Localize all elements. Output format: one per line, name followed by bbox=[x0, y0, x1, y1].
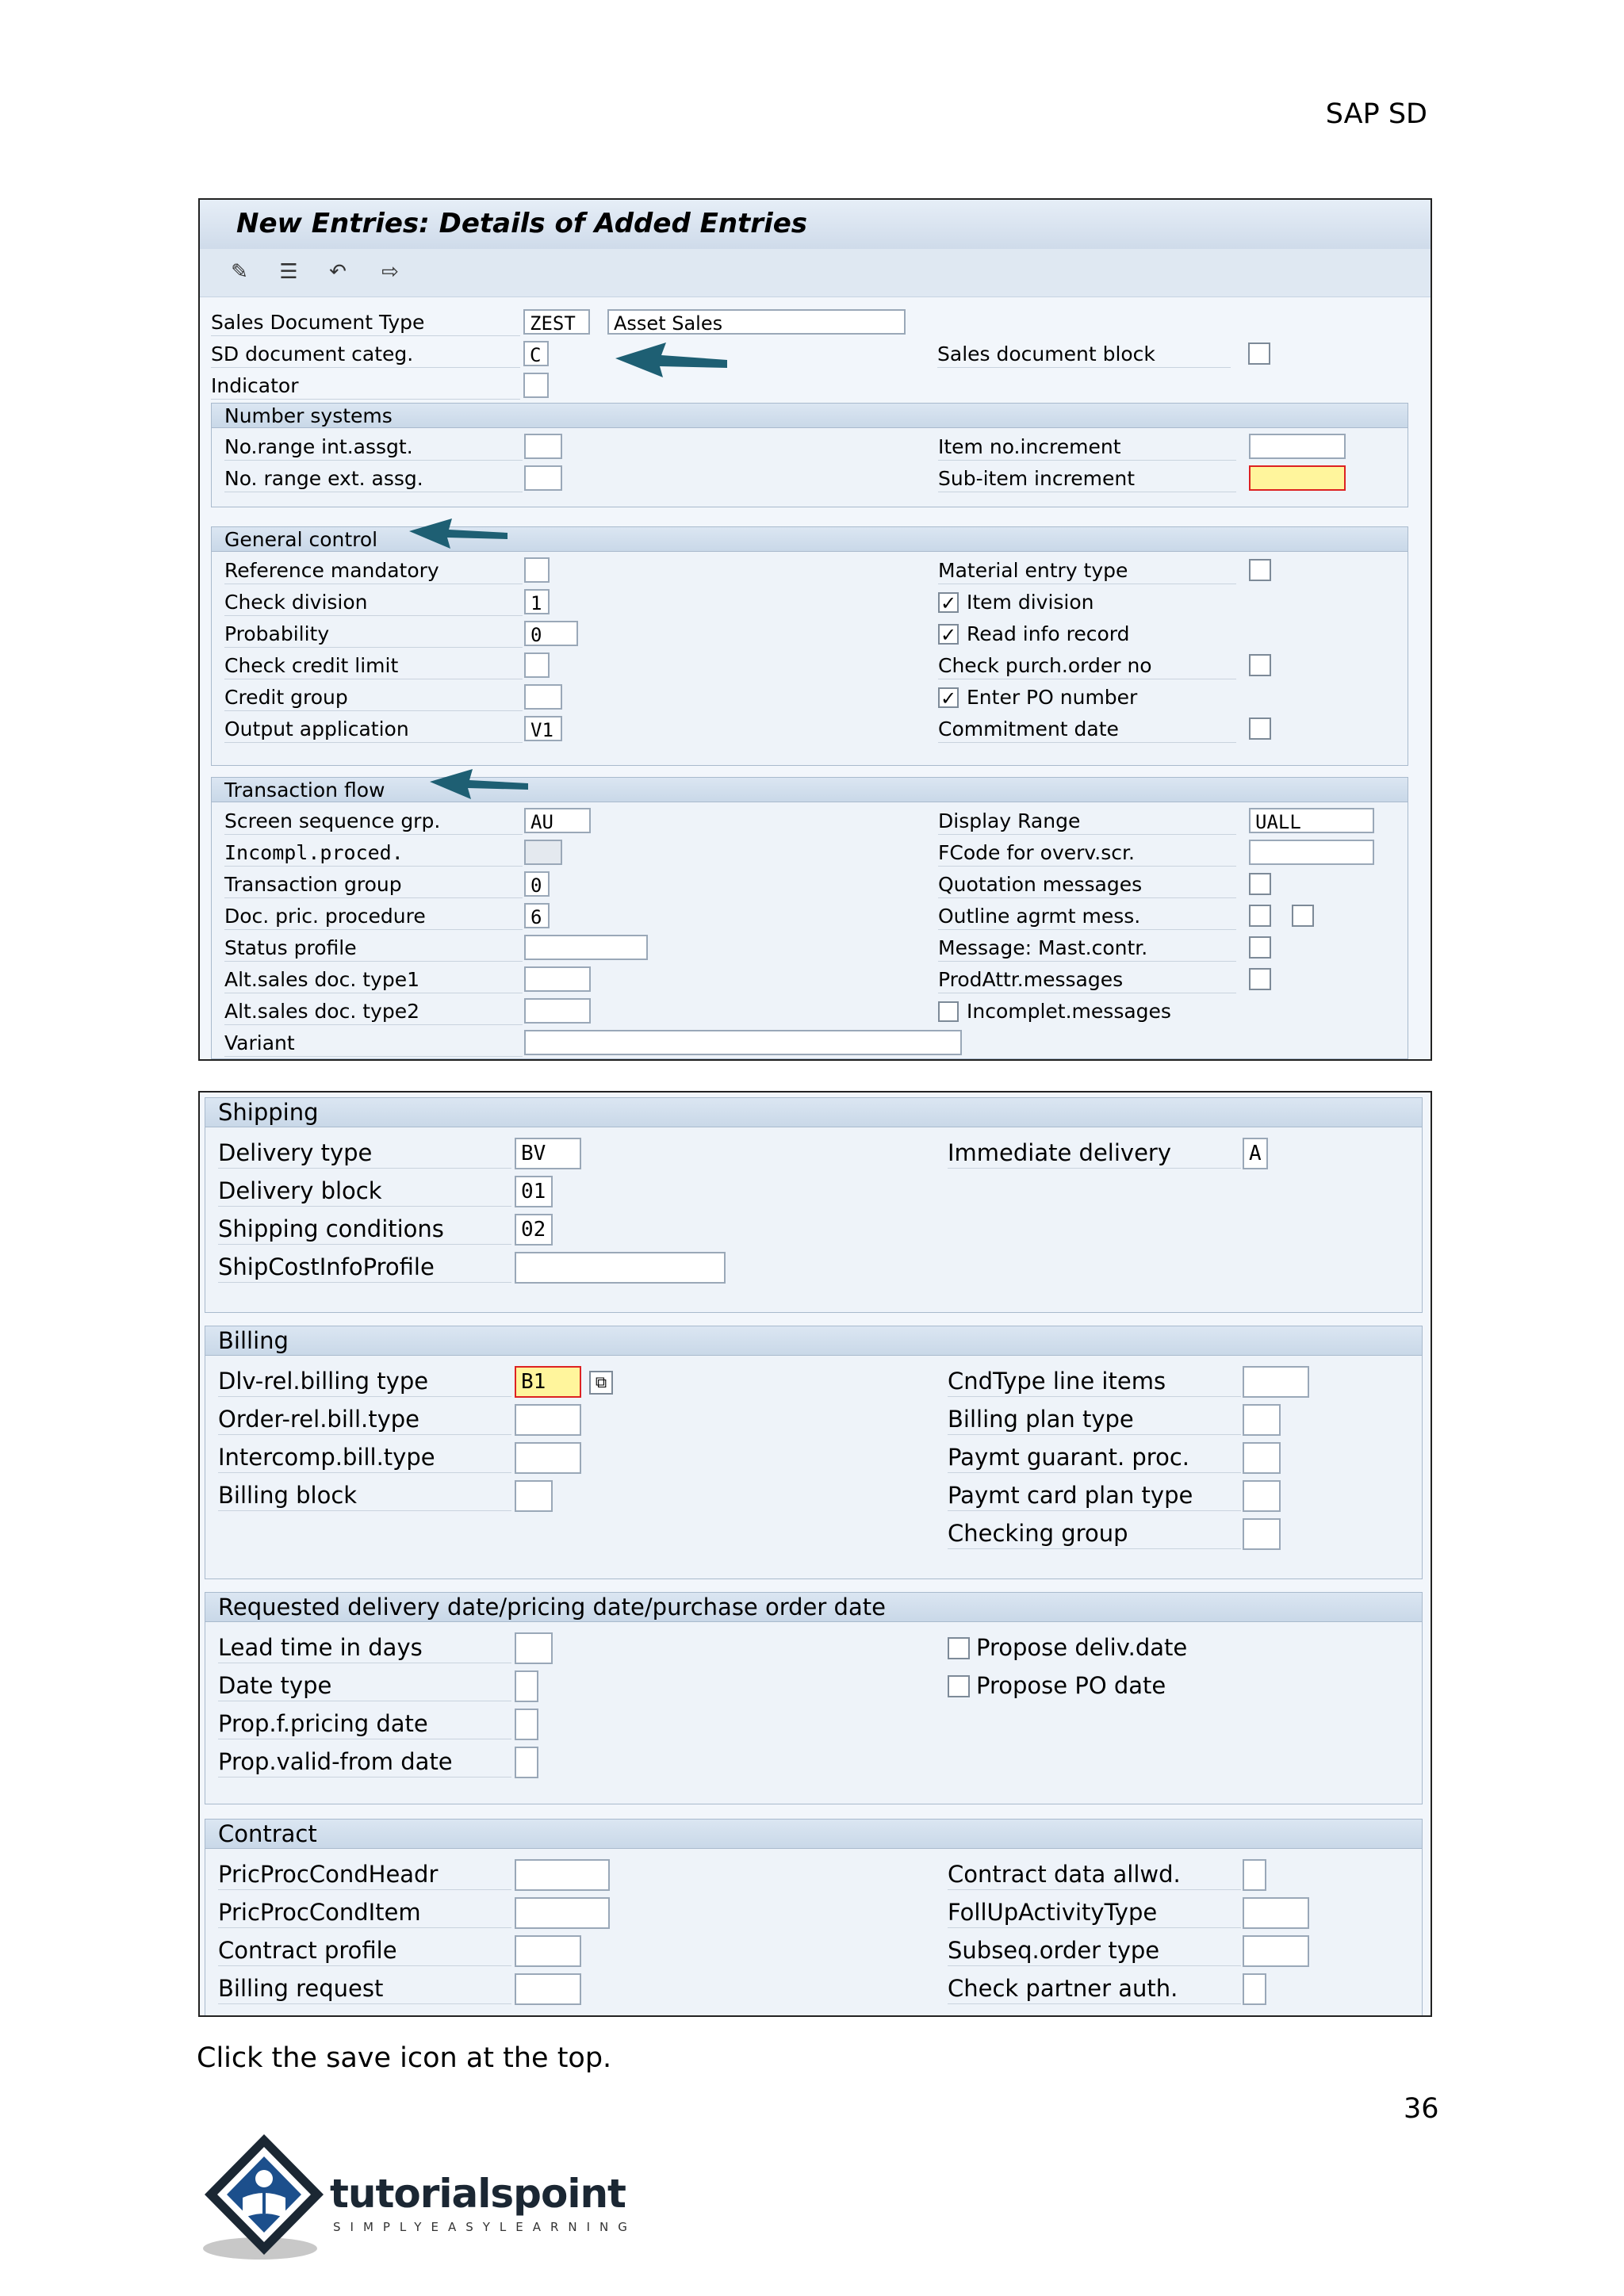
sales-doc-type-desc: Asset Sales bbox=[607, 309, 906, 335]
group-general-control bbox=[211, 526, 1408, 766]
alt-type1-field[interactable] bbox=[524, 966, 591, 992]
billing-request-field[interactable] bbox=[515, 1973, 581, 2005]
group-header bbox=[205, 1593, 1422, 1622]
label-paymt-card: Paymt card plan type bbox=[948, 1482, 1241, 1511]
group-contract bbox=[205, 1819, 1423, 2017]
prodattr-checkbox[interactable] bbox=[1249, 968, 1271, 990]
label-prop-pricing: Prop.f.pricing date bbox=[218, 1710, 511, 1739]
label-item-no-incr: Item no.increment bbox=[938, 435, 1236, 461]
search-help-icon[interactable]: ⧉ bbox=[589, 1371, 613, 1395]
sales-doc-type-field[interactable]: ZEST bbox=[523, 309, 590, 335]
label-trans-group: Transaction group bbox=[224, 873, 523, 898]
group-header bbox=[205, 1820, 1422, 1849]
label-fcode: FCode for overv.scr. bbox=[938, 841, 1236, 867]
export-icon[interactable]: ⇨ bbox=[381, 260, 399, 284]
group-transaction-flow bbox=[211, 777, 1408, 1059]
variant-field[interactable] bbox=[524, 1030, 962, 1055]
label-billing-block: Billing block bbox=[218, 1482, 511, 1511]
no-range-int-field[interactable] bbox=[524, 434, 562, 459]
pointer-arrow-icon bbox=[408, 517, 511, 557]
label-sd-doc-categ: SD document categ. bbox=[211, 342, 520, 368]
display-range-field[interactable]: UALL bbox=[1249, 808, 1374, 833]
check-partner-field[interactable] bbox=[1243, 1973, 1266, 2005]
group-header bbox=[212, 778, 1408, 802]
label-variant: Variant bbox=[224, 1031, 523, 1057]
group-title: General control bbox=[224, 528, 378, 551]
lead-time-field[interactable] bbox=[515, 1632, 553, 1664]
label-dlv-billing: Dlv-rel.billing type bbox=[218, 1368, 511, 1397]
logo-text: tutorialspoint bbox=[330, 2171, 626, 2217]
label-immediate: Immediate delivery bbox=[948, 1139, 1241, 1169]
check-credit-field[interactable] bbox=[524, 652, 550, 678]
label-output-app: Output application bbox=[224, 718, 523, 743]
label-sales-doc-type: Sales Document Type bbox=[211, 311, 520, 336]
label-display-range: Display Range bbox=[938, 809, 1236, 835]
label-outline: Outline agrmt mess. bbox=[938, 905, 1236, 930]
title-bar bbox=[200, 200, 1431, 250]
label-commitment: Commitment date bbox=[938, 718, 1236, 743]
probability-field[interactable]: 0 bbox=[524, 621, 578, 646]
prop-valid-field[interactable] bbox=[515, 1747, 538, 1778]
group-title: Number systems bbox=[224, 404, 393, 427]
pointer-arrow-icon bbox=[612, 339, 731, 387]
label-no-range-int: No.range int.assgt. bbox=[224, 435, 523, 461]
label-screen-seq: Screen sequence grp. bbox=[224, 809, 523, 835]
mast-contr-checkbox[interactable] bbox=[1249, 936, 1271, 959]
subseq-field[interactable] bbox=[1243, 1935, 1309, 1967]
output-app-field[interactable]: V1 bbox=[524, 716, 562, 741]
label-probability: Probability bbox=[224, 622, 523, 648]
read-info-checkbox[interactable]: ✓ bbox=[938, 624, 959, 645]
group-title: Shipping bbox=[218, 1099, 319, 1126]
indicator-field[interactable] bbox=[523, 373, 549, 398]
fcode-field[interactable] bbox=[1249, 840, 1374, 865]
subitem-incr-field[interactable] bbox=[1249, 465, 1346, 491]
label-billing-plan: Billing plan type bbox=[948, 1406, 1241, 1435]
sd-doc-categ-field[interactable]: C bbox=[523, 341, 549, 366]
shipcost-field[interactable] bbox=[515, 1252, 726, 1284]
group-requested-delivery bbox=[205, 1592, 1423, 1804]
group-header bbox=[212, 404, 1408, 428]
label-item-division: Item division bbox=[967, 591, 1094, 614]
label-billing-request: Billing request bbox=[218, 1975, 511, 2004]
doc-pric-field[interactable]: 6 bbox=[524, 903, 550, 928]
label-no-range-ext: No. range ext. assg. bbox=[224, 467, 523, 492]
label-doc-pric: Doc. pric. procedure bbox=[224, 905, 523, 930]
label-order-bill: Order-rel.bill.type bbox=[218, 1406, 511, 1435]
contract-profile-field[interactable] bbox=[515, 1935, 581, 1967]
label-delivery-type: Delivery type bbox=[218, 1139, 511, 1169]
group-title: Billing bbox=[218, 1327, 289, 1354]
page-number: 36 bbox=[1404, 2093, 1439, 2125]
label-mast-contr: Message: Mast.contr. bbox=[938, 936, 1236, 962]
group-title: Requested delivery date/pricing date/purchase order date bbox=[218, 1594, 886, 1621]
label-contract-profile: Contract profile bbox=[218, 1937, 511, 1966]
group-header bbox=[212, 527, 1408, 552]
order-bill-field[interactable] bbox=[515, 1404, 581, 1436]
alt-type2-field[interactable] bbox=[524, 998, 591, 1024]
label-subitem-incr: Sub-item increment bbox=[938, 467, 1236, 492]
outline-checkbox-2[interactable] bbox=[1292, 905, 1314, 927]
incomplet-checkbox[interactable] bbox=[938, 1001, 959, 1022]
no-range-ext-field[interactable] bbox=[524, 465, 562, 491]
outline-checkbox[interactable] bbox=[1249, 905, 1271, 927]
shipping-cond-field[interactable]: 02 bbox=[515, 1214, 553, 1246]
label-pric-item: PricProcCondItem bbox=[218, 1899, 511, 1928]
delivery-type-field[interactable]: BV bbox=[515, 1138, 581, 1169]
label-credit-group: Credit group bbox=[224, 686, 523, 711]
pointer-arrow-icon bbox=[428, 767, 531, 807]
sales-doc-block-checkbox[interactable] bbox=[1248, 342, 1270, 365]
label-quotation: Quotation messages bbox=[938, 873, 1236, 898]
billing-block-field[interactable] bbox=[515, 1480, 553, 1512]
label-check-purch: Check purch.order no bbox=[938, 654, 1236, 679]
billing-plan-field[interactable] bbox=[1243, 1404, 1281, 1436]
group-shipping bbox=[205, 1097, 1423, 1313]
checking-group-field[interactable] bbox=[1243, 1518, 1281, 1550]
label-check-division: Check division bbox=[224, 591, 523, 616]
label-lead-time: Lead time in days bbox=[218, 1634, 511, 1663]
pric-headr-field[interactable] bbox=[515, 1859, 610, 1891]
enter-po-checkbox[interactable]: ✓ bbox=[938, 687, 959, 708]
incompl-field[interactable] bbox=[524, 840, 562, 865]
label-paymt-guarant: Paymt guarant. proc. bbox=[948, 1444, 1241, 1473]
contract-allwd-field[interactable] bbox=[1243, 1859, 1266, 1891]
screen-seq-field[interactable]: AU bbox=[524, 808, 591, 833]
group-number-systems bbox=[211, 403, 1408, 507]
screen-title: New Entries: Details of Added Entries bbox=[236, 208, 808, 239]
label-propose-deliv: Propose deliv.date bbox=[976, 1634, 1188, 1661]
intercomp-field[interactable] bbox=[515, 1442, 581, 1474]
label-indicator: Indicator bbox=[211, 374, 520, 400]
pric-item-field[interactable] bbox=[515, 1897, 610, 1929]
display-change-icon[interactable]: ✎ bbox=[231, 260, 248, 284]
date-type-field[interactable] bbox=[515, 1670, 538, 1702]
label-check-partner: Check partner auth. bbox=[948, 1975, 1241, 2004]
delivery-block-field[interactable]: 01 bbox=[515, 1176, 553, 1207]
group-billing bbox=[205, 1326, 1423, 1579]
material-entry-checkbox[interactable] bbox=[1249, 559, 1271, 581]
label-prop-valid: Prop.valid-from date bbox=[218, 1748, 511, 1777]
immediate-field[interactable]: A bbox=[1243, 1138, 1268, 1169]
label-shipcost: ShipCostInfoProfile bbox=[218, 1253, 511, 1283]
page-header: SAP SD bbox=[1325, 98, 1427, 130]
quotation-checkbox[interactable] bbox=[1249, 873, 1271, 895]
label-incompl: Incompl.proced. bbox=[224, 841, 523, 867]
undo-icon[interactable]: ↶ bbox=[329, 260, 347, 284]
label-subseq: Subseq.order type bbox=[948, 1937, 1241, 1966]
caption-text: Click the save icon at the top. bbox=[197, 2042, 612, 2074]
label-propose-po: Propose PO date bbox=[976, 1672, 1166, 1699]
follup-field[interactable] bbox=[1243, 1897, 1309, 1929]
commitment-checkbox[interactable] bbox=[1249, 718, 1271, 740]
label-intercomp: Intercomp.bill.type bbox=[218, 1444, 511, 1473]
sap-screen-details bbox=[198, 198, 1432, 1061]
label-alt-type2: Alt.sales doc. type2 bbox=[224, 1000, 523, 1025]
label-contract-allwd: Contract data allwd. bbox=[948, 1861, 1241, 1890]
label-shipping-cond: Shipping conditions bbox=[218, 1215, 511, 1245]
group-title: Transaction flow bbox=[224, 779, 385, 802]
sap-screen-shipping-billing bbox=[198, 1091, 1432, 2017]
tutorialspoint-logo bbox=[197, 2130, 657, 2264]
label-check-credit: Check credit limit bbox=[224, 654, 523, 679]
logo-mark-icon bbox=[197, 2130, 331, 2264]
label-incomplet: Incomplet.messages bbox=[967, 1000, 1171, 1023]
propose-deliv-checkbox[interactable] bbox=[948, 1637, 970, 1659]
cndtype-field[interactable] bbox=[1243, 1366, 1309, 1398]
status-profile-field[interactable] bbox=[524, 935, 648, 960]
logo-tagline: SIMPLYEASYLEARNING bbox=[333, 2220, 637, 2234]
toolbar bbox=[200, 249, 1431, 297]
paymt-card-field[interactable] bbox=[1243, 1480, 1281, 1512]
label-sales-doc-block: Sales document block bbox=[937, 342, 1231, 368]
table-icon[interactable]: ☰ bbox=[279, 260, 298, 284]
trans-group-field[interactable]: 0 bbox=[524, 871, 550, 897]
item-no-incr-field[interactable] bbox=[1249, 434, 1346, 459]
label-alt-type1: Alt.sales doc. type1 bbox=[224, 968, 523, 993]
label-follup: FollUpActivityType bbox=[948, 1899, 1241, 1928]
check-purch-checkbox[interactable] bbox=[1249, 654, 1271, 676]
paymt-guarant-field[interactable] bbox=[1243, 1442, 1281, 1474]
prop-pricing-field[interactable] bbox=[515, 1709, 538, 1740]
dlv-billing-field[interactable]: B1 bbox=[515, 1366, 581, 1398]
credit-group-field[interactable] bbox=[524, 684, 562, 710]
label-checking-group: Checking group bbox=[948, 1520, 1241, 1549]
label-pric-headr: PricProcCondHeadr bbox=[218, 1861, 511, 1890]
group-header bbox=[205, 1326, 1422, 1356]
item-division-checkbox[interactable]: ✓ bbox=[938, 592, 959, 613]
label-delivery-block: Delivery block bbox=[218, 1177, 511, 1207]
label-read-info: Read info record bbox=[967, 622, 1130, 645]
label-ref-mandatory: Reference mandatory bbox=[224, 559, 523, 584]
group-header bbox=[205, 1098, 1422, 1127]
label-material-entry: Material entry type bbox=[938, 559, 1236, 584]
ref-mandatory-field[interactable] bbox=[524, 557, 550, 583]
label-cndtype: CndType line items bbox=[948, 1368, 1241, 1397]
label-enter-po: Enter PO number bbox=[967, 686, 1138, 709]
check-division-field[interactable]: 1 bbox=[524, 589, 550, 614]
label-date-type: Date type bbox=[218, 1672, 511, 1701]
label-prodattr: ProdAttr.messages bbox=[938, 968, 1236, 993]
label-status-profile: Status profile bbox=[224, 936, 523, 962]
propose-po-checkbox[interactable] bbox=[948, 1675, 970, 1697]
group-title: Contract bbox=[218, 1820, 317, 1847]
